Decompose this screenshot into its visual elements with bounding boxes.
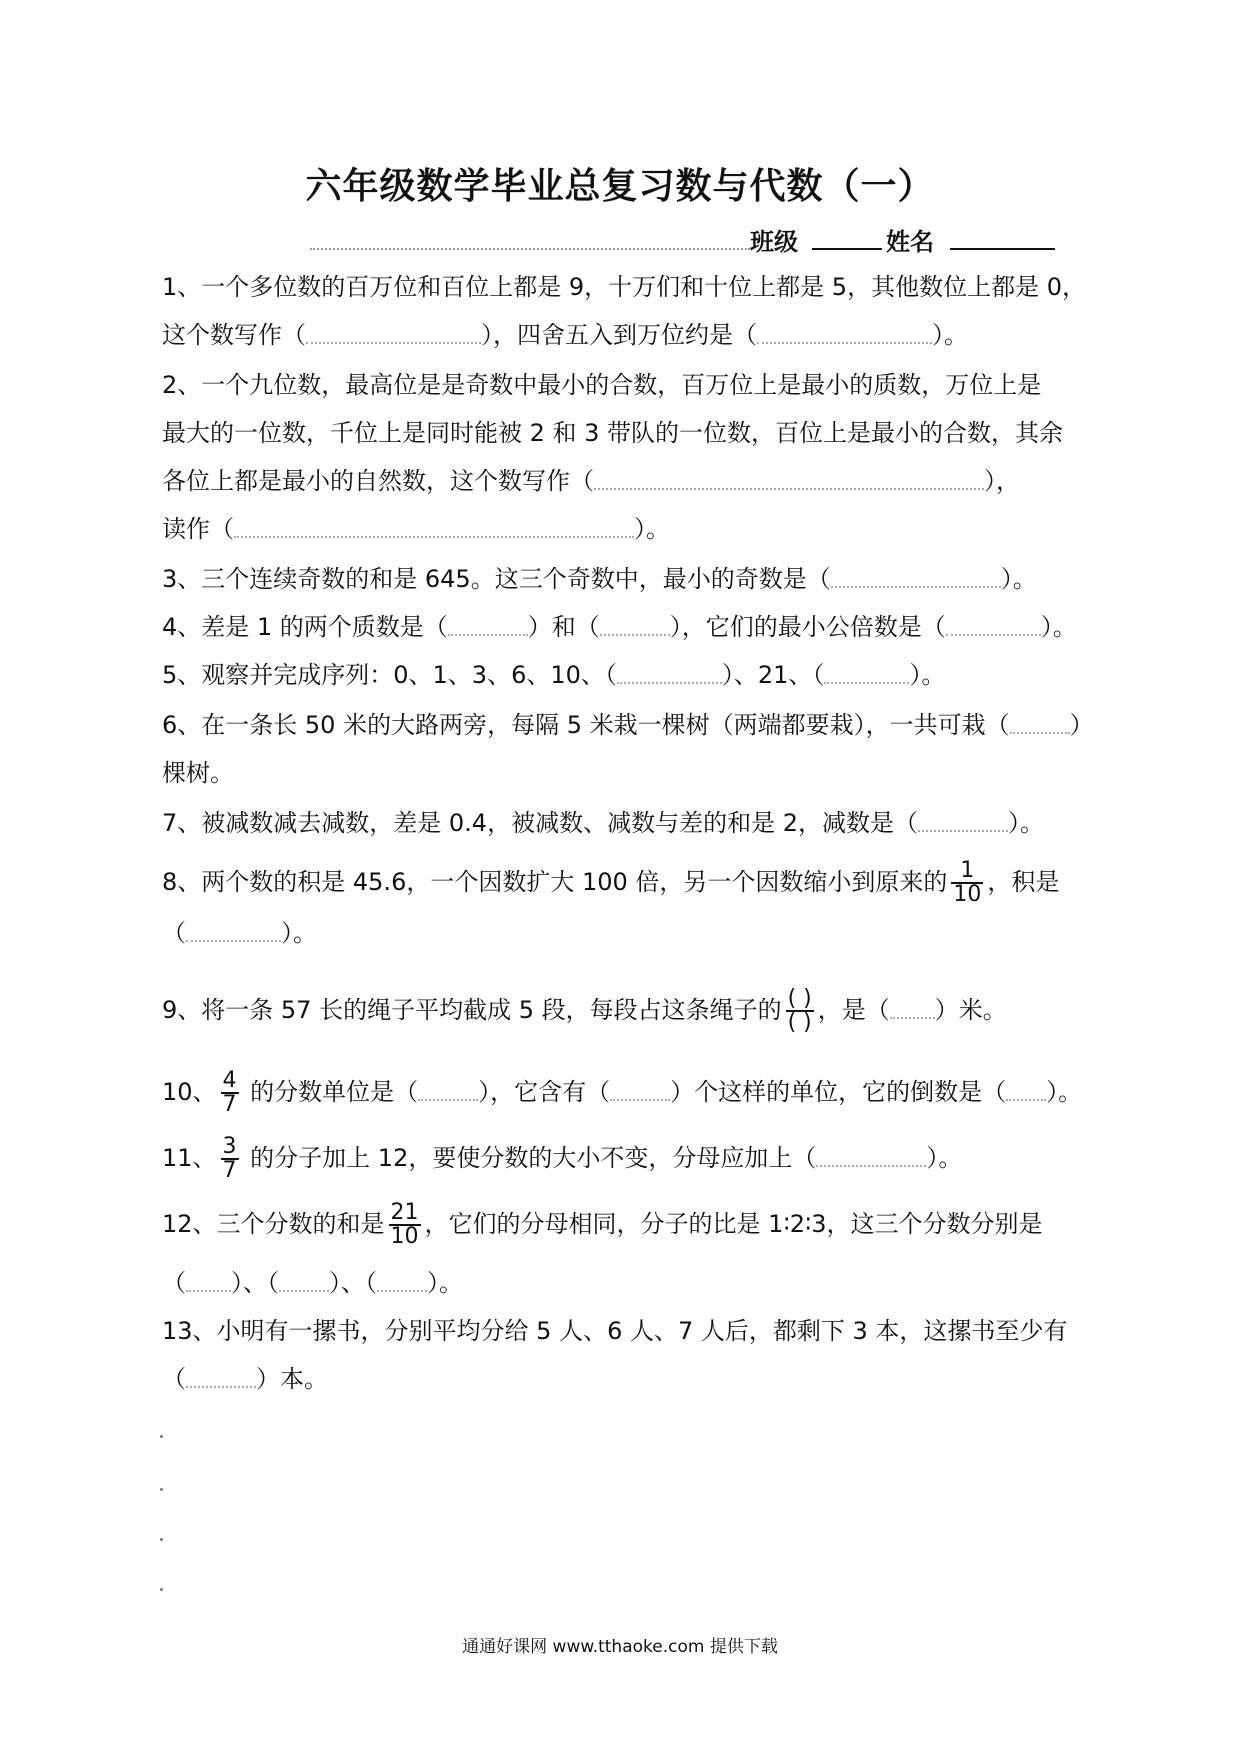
scan-speck xyxy=(160,1435,163,1438)
q8-text-a: 8、两个数的积是 45.6，一个因数扩大 100 倍，另一个因数缩小到原来的 xyxy=(162,868,948,896)
q4-text-a: 4、差是 1 的两个质数是（ xyxy=(162,613,448,641)
q2-answer-blank-2[interactable] xyxy=(234,522,634,538)
q4-text-c: ），它们的最小公倍数是（ xyxy=(669,613,946,641)
q9-answer-blank[interactable] xyxy=(890,1003,935,1019)
q5-text-c: ）。 xyxy=(909,661,946,689)
q11-answer-blank[interactable] xyxy=(816,1151,926,1167)
question-2-line-3 xyxy=(162,466,1087,496)
q9-fraction[interactable] xyxy=(786,988,814,1034)
q10-text-c: ），它含有（ xyxy=(478,1078,611,1106)
question-5 xyxy=(162,660,1087,690)
q10-text-b: 的分数单位是（ xyxy=(242,1078,419,1106)
q10-text-e: ）。 xyxy=(1046,1078,1083,1106)
q10-fraction xyxy=(221,1070,239,1116)
q12-text-d: ）、（ xyxy=(231,1269,279,1297)
question-2-line-1: 2、一个九位数，最高位是是奇数中最小的合数，百万位上是最小的质数，万位上是 xyxy=(162,371,1042,399)
q6-text-b: ） xyxy=(1069,711,1094,739)
q1-text-c: ）。 xyxy=(932,321,968,349)
q12-fraction-denominator: 10 xyxy=(390,1224,419,1249)
question-7 xyxy=(162,808,1087,838)
q12-text-c: （ xyxy=(162,1269,186,1297)
q12-text-a: 12、三个分数的和是 xyxy=(162,1210,385,1238)
q8-text-d: ）。 xyxy=(281,919,317,947)
q7-text-a: 7、被减数减去减数，差是 0.4，被减数、减数与差的和是 2，减数是（ xyxy=(162,809,918,837)
q8-fraction-denominator: 10 xyxy=(953,882,982,907)
q7-text-b: ）。 xyxy=(1007,809,1044,837)
question-9 xyxy=(162,988,1087,1034)
q12-answer-blank-1[interactable] xyxy=(186,1276,231,1292)
q12-fraction-numerator: 21 xyxy=(390,1200,419,1225)
q8-fraction xyxy=(951,860,983,906)
question-13-line-2 xyxy=(162,1364,1087,1394)
q8-answer-blank[interactable] xyxy=(186,926,281,942)
q8-text-c: （ xyxy=(162,919,186,947)
scan-speck xyxy=(160,1538,163,1541)
q8-fraction-numerator: 1 xyxy=(951,860,983,884)
question-2-line-4 xyxy=(162,514,1087,544)
q3-text-b: ）。 xyxy=(1000,565,1037,593)
scan-speck xyxy=(160,1588,163,1591)
dotted-leader xyxy=(310,248,750,250)
q4-text-b: ）和（ xyxy=(527,613,600,641)
q13-text-b: （ xyxy=(162,1365,186,1393)
q5-text-b: ）、21、（ xyxy=(721,661,825,689)
q1-answer-blank-1[interactable] xyxy=(306,328,481,344)
question-8-line-1 xyxy=(162,860,1087,906)
question-3 xyxy=(162,564,1087,594)
q11-fraction xyxy=(221,1136,239,1182)
q12-text-f: ）。 xyxy=(427,1269,463,1297)
q10-answer-blank-2[interactable] xyxy=(610,1085,670,1101)
q12-answer-blank-3[interactable] xyxy=(377,1276,427,1292)
q12-text-e: ）、（ xyxy=(329,1269,377,1297)
page-title: 六年级数学毕业总复习数与代数（一） xyxy=(305,166,935,207)
q5-text-a: 5、观察并完成序列：0、1、3、6、10、（ xyxy=(162,661,617,689)
question-8-line-2 xyxy=(162,918,1087,948)
q12-answer-blank-2[interactable] xyxy=(279,1276,329,1292)
q10-answer-blank-1[interactable] xyxy=(418,1085,478,1101)
q2-text-d: ）。 xyxy=(634,515,670,543)
q10-fraction-denominator: 7 xyxy=(222,1092,237,1117)
q10-fraction-numerator: 4 xyxy=(222,1068,237,1093)
q11-text-a: 11、 xyxy=(162,1144,217,1172)
q9-fraction-numerator: ( ) xyxy=(787,986,812,1011)
question-10 xyxy=(162,1070,1087,1116)
class-label: 班级 xyxy=(750,228,798,256)
question-2-line-2: 最大的一位数，千位上是同时能被 2 和 3 带队的一位数，百位上是最小的合数，其余 xyxy=(162,419,1064,447)
page-footer: 通通好课网 www.tthaoke.com 提供下载 xyxy=(462,1637,778,1657)
q4-text-d: ）。 xyxy=(1040,613,1077,641)
question-12-line-1 xyxy=(162,1202,1087,1248)
q10-answer-blank-3[interactable] xyxy=(1006,1085,1046,1101)
q11-text-b: 的分子加上 12，要使分数的大小不变，分母应加上（ xyxy=(242,1144,817,1172)
q1-text-a: 这个数写作（ xyxy=(162,321,306,349)
q6-answer-blank[interactable] xyxy=(1010,718,1070,734)
question-4 xyxy=(162,612,1087,642)
q5-answer-blank-2[interactable] xyxy=(824,668,909,684)
q5-answer-blank-1[interactable] xyxy=(617,668,722,684)
q12-text-b: ，它们的分母相同，分子的比是 1∶2∶3，这三个分数分别是 xyxy=(424,1210,1043,1238)
q9-text-b: ，是（ xyxy=(817,996,890,1024)
question-6-line-2: 棵树。 xyxy=(162,759,234,787)
name-blank[interactable] xyxy=(950,226,1055,250)
q9-text-c: ）米。 xyxy=(934,996,1007,1024)
q4-answer-blank-1[interactable] xyxy=(448,620,528,636)
question-11 xyxy=(162,1136,1087,1182)
q4-answer-blank-3[interactable] xyxy=(946,620,1041,636)
q9-fraction-denominator: ( ) xyxy=(787,1010,812,1035)
class-blank[interactable] xyxy=(812,226,882,250)
student-info-line xyxy=(310,222,1055,258)
q13-answer-blank[interactable] xyxy=(186,1372,256,1388)
q6-text-a: 6、在一条长 50 米的大路两旁，每隔 5 米栽一棵树（两端都要栽），一共可栽（ xyxy=(162,711,1010,739)
q10-text-a: 10、 xyxy=(162,1078,217,1106)
q9-text-a: 9、将一条 57 长的绳子平均截成 5 段，每段占这条绳子的 xyxy=(162,996,782,1024)
q7-answer-blank[interactable] xyxy=(918,816,1008,832)
q8-text-b: ，积是 xyxy=(987,868,1060,896)
question-13-line-1: 13、小明有一摞书，分别平均分给 5 人、6 人、7 人后，都剩下 3 本，这摞书至少有 xyxy=(162,1317,1068,1345)
q4-answer-blank-2[interactable] xyxy=(600,620,670,636)
scan-speck xyxy=(160,1488,163,1491)
question-1-line-2 xyxy=(162,320,1087,350)
q13-text-c: ）本。 xyxy=(256,1365,328,1393)
q12-fraction xyxy=(389,1202,421,1248)
q2-text-c: 读作（ xyxy=(162,515,234,543)
question-6-line-1 xyxy=(162,710,1094,740)
q1-answer-blank-2[interactable] xyxy=(757,328,932,344)
q2-text-b: ）， xyxy=(984,467,1020,495)
name-label: 姓名 xyxy=(886,228,934,256)
q2-text-a: 各位上都是最小的自然数，这个数写作（ xyxy=(162,467,594,495)
q10-text-d: ）个这样的单位，它的倒数是（ xyxy=(670,1078,1007,1106)
q2-answer-blank-1[interactable] xyxy=(594,474,984,490)
question-1-line-1: 1、一个多位数的百万位和百位上都是 9，十万们和十位上都是 5，其他数位上都是 0， xyxy=(162,273,1086,301)
q11-fraction-numerator: 3 xyxy=(222,1134,237,1159)
question-12-line-2 xyxy=(162,1268,1087,1298)
q1-text-b: ），四舍五入到万位约是（ xyxy=(481,321,757,349)
q3-answer-blank[interactable] xyxy=(831,572,1001,588)
q11-fraction-denominator: 7 xyxy=(222,1158,237,1183)
q11-text-c: ）。 xyxy=(926,1144,963,1172)
q3-text-a: 3、三个连续奇数的和是 645。这三个奇数中，最小的奇数是（ xyxy=(162,565,831,593)
